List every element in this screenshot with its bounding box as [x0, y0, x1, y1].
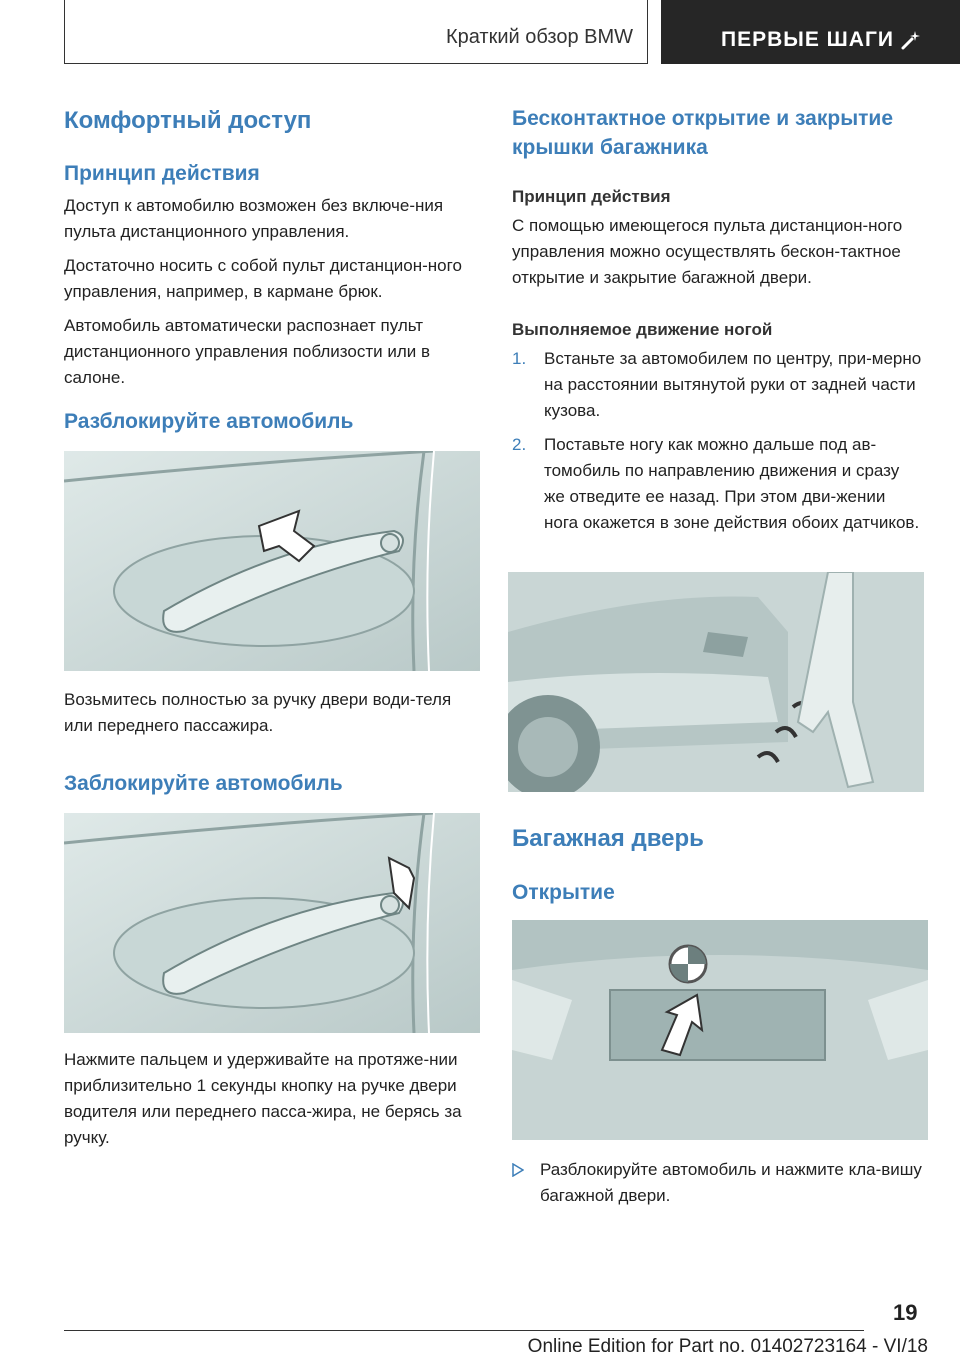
wrench-sparkle-icon	[899, 28, 923, 52]
footer-edition: Online Edition for Part no. 01402723164 - VI/18	[527, 1336, 928, 1357]
heading-tailgate: Багажная дверь	[512, 825, 704, 852]
foot-steps-list	[512, 346, 924, 544]
heading-foot-motion: Выполняемое движение ногой	[512, 320, 773, 339]
step-text: Встаньте за автомобилем по центру, при-мерно на расстоянии вытянутой руки от задней части кузова.	[544, 349, 922, 420]
list-item	[512, 346, 924, 424]
heading-opening: Открытие	[512, 881, 615, 904]
header-section-box	[64, 0, 648, 64]
open-step	[512, 1157, 932, 1209]
header-section-title: Краткий обзор BMW	[445, 26, 633, 48]
door-handle-unlock-illustration	[64, 451, 480, 671]
footer-divider	[64, 1330, 864, 1331]
paragraph-carry-remote: Достаточно носить с собой пульт дистанцион-ного управления, например, в кармане брюк.	[64, 256, 462, 301]
header-chapter-title: ПЕРВЫЕ ШАГИ	[721, 28, 894, 51]
open-step-text: Разблокируйте автомобиль и нажмите кла-вишу багажной двери.	[540, 1160, 922, 1205]
heading-contactless: Бесконтактное открытие и закрытие крышки багажника	[512, 107, 894, 159]
header-chapter-box	[661, 0, 960, 64]
paragraph-unlock: Возьмитесь полностью за ручку двери води-теля или переднего пассажира.	[64, 690, 452, 735]
heading-principle-right: Принцип действия	[512, 187, 671, 206]
heading-unlock: Разблокируйте автомобиль	[64, 410, 354, 433]
heading-principle-left: Принцип действия	[64, 162, 260, 185]
step-number: 1.	[512, 349, 527, 368]
car-rear-foot-sensor-illustration	[508, 572, 924, 792]
step-text: Поставьте ногу как можно дальше под ав-томобиль по направлению движения и сразу же отведите ее назад. При этом дви-жении нога окажется в зоне действия обоих датчиков.	[544, 435, 920, 532]
paragraph-contactless: С помощью имеющегося пульта дистанцион-ного управления можно осуществлять бескон-тактное открытие и закрытие багажной двери.	[512, 216, 903, 287]
tailgate-button-illustration	[512, 920, 928, 1140]
heading-lock: Заблокируйте автомобиль	[64, 772, 343, 795]
step-number: 2.	[512, 435, 527, 454]
list-item	[512, 432, 924, 536]
paragraph-access: Доступ к автомобилю возможен без включе-ния пульта дистанционного управления.	[64, 196, 444, 241]
paragraph-lock: Нажмите пальцем и удерживайте на протяже-нии приблизительно 1 секунды кнопку на ручке двери водителя или переднего пасса-жира, не берясь за ручку.	[64, 1050, 462, 1147]
page-number: 19	[893, 1300, 918, 1325]
paragraph-detect: Автомобиль автоматически распознает пульт дистанционного управления поблизости или в салоне.	[64, 316, 430, 387]
triangle-right-icon	[512, 1163, 524, 1177]
door-handle-lock-illustration	[64, 813, 480, 1033]
page-title-comfort-access: Комфортный доступ	[64, 107, 312, 134]
